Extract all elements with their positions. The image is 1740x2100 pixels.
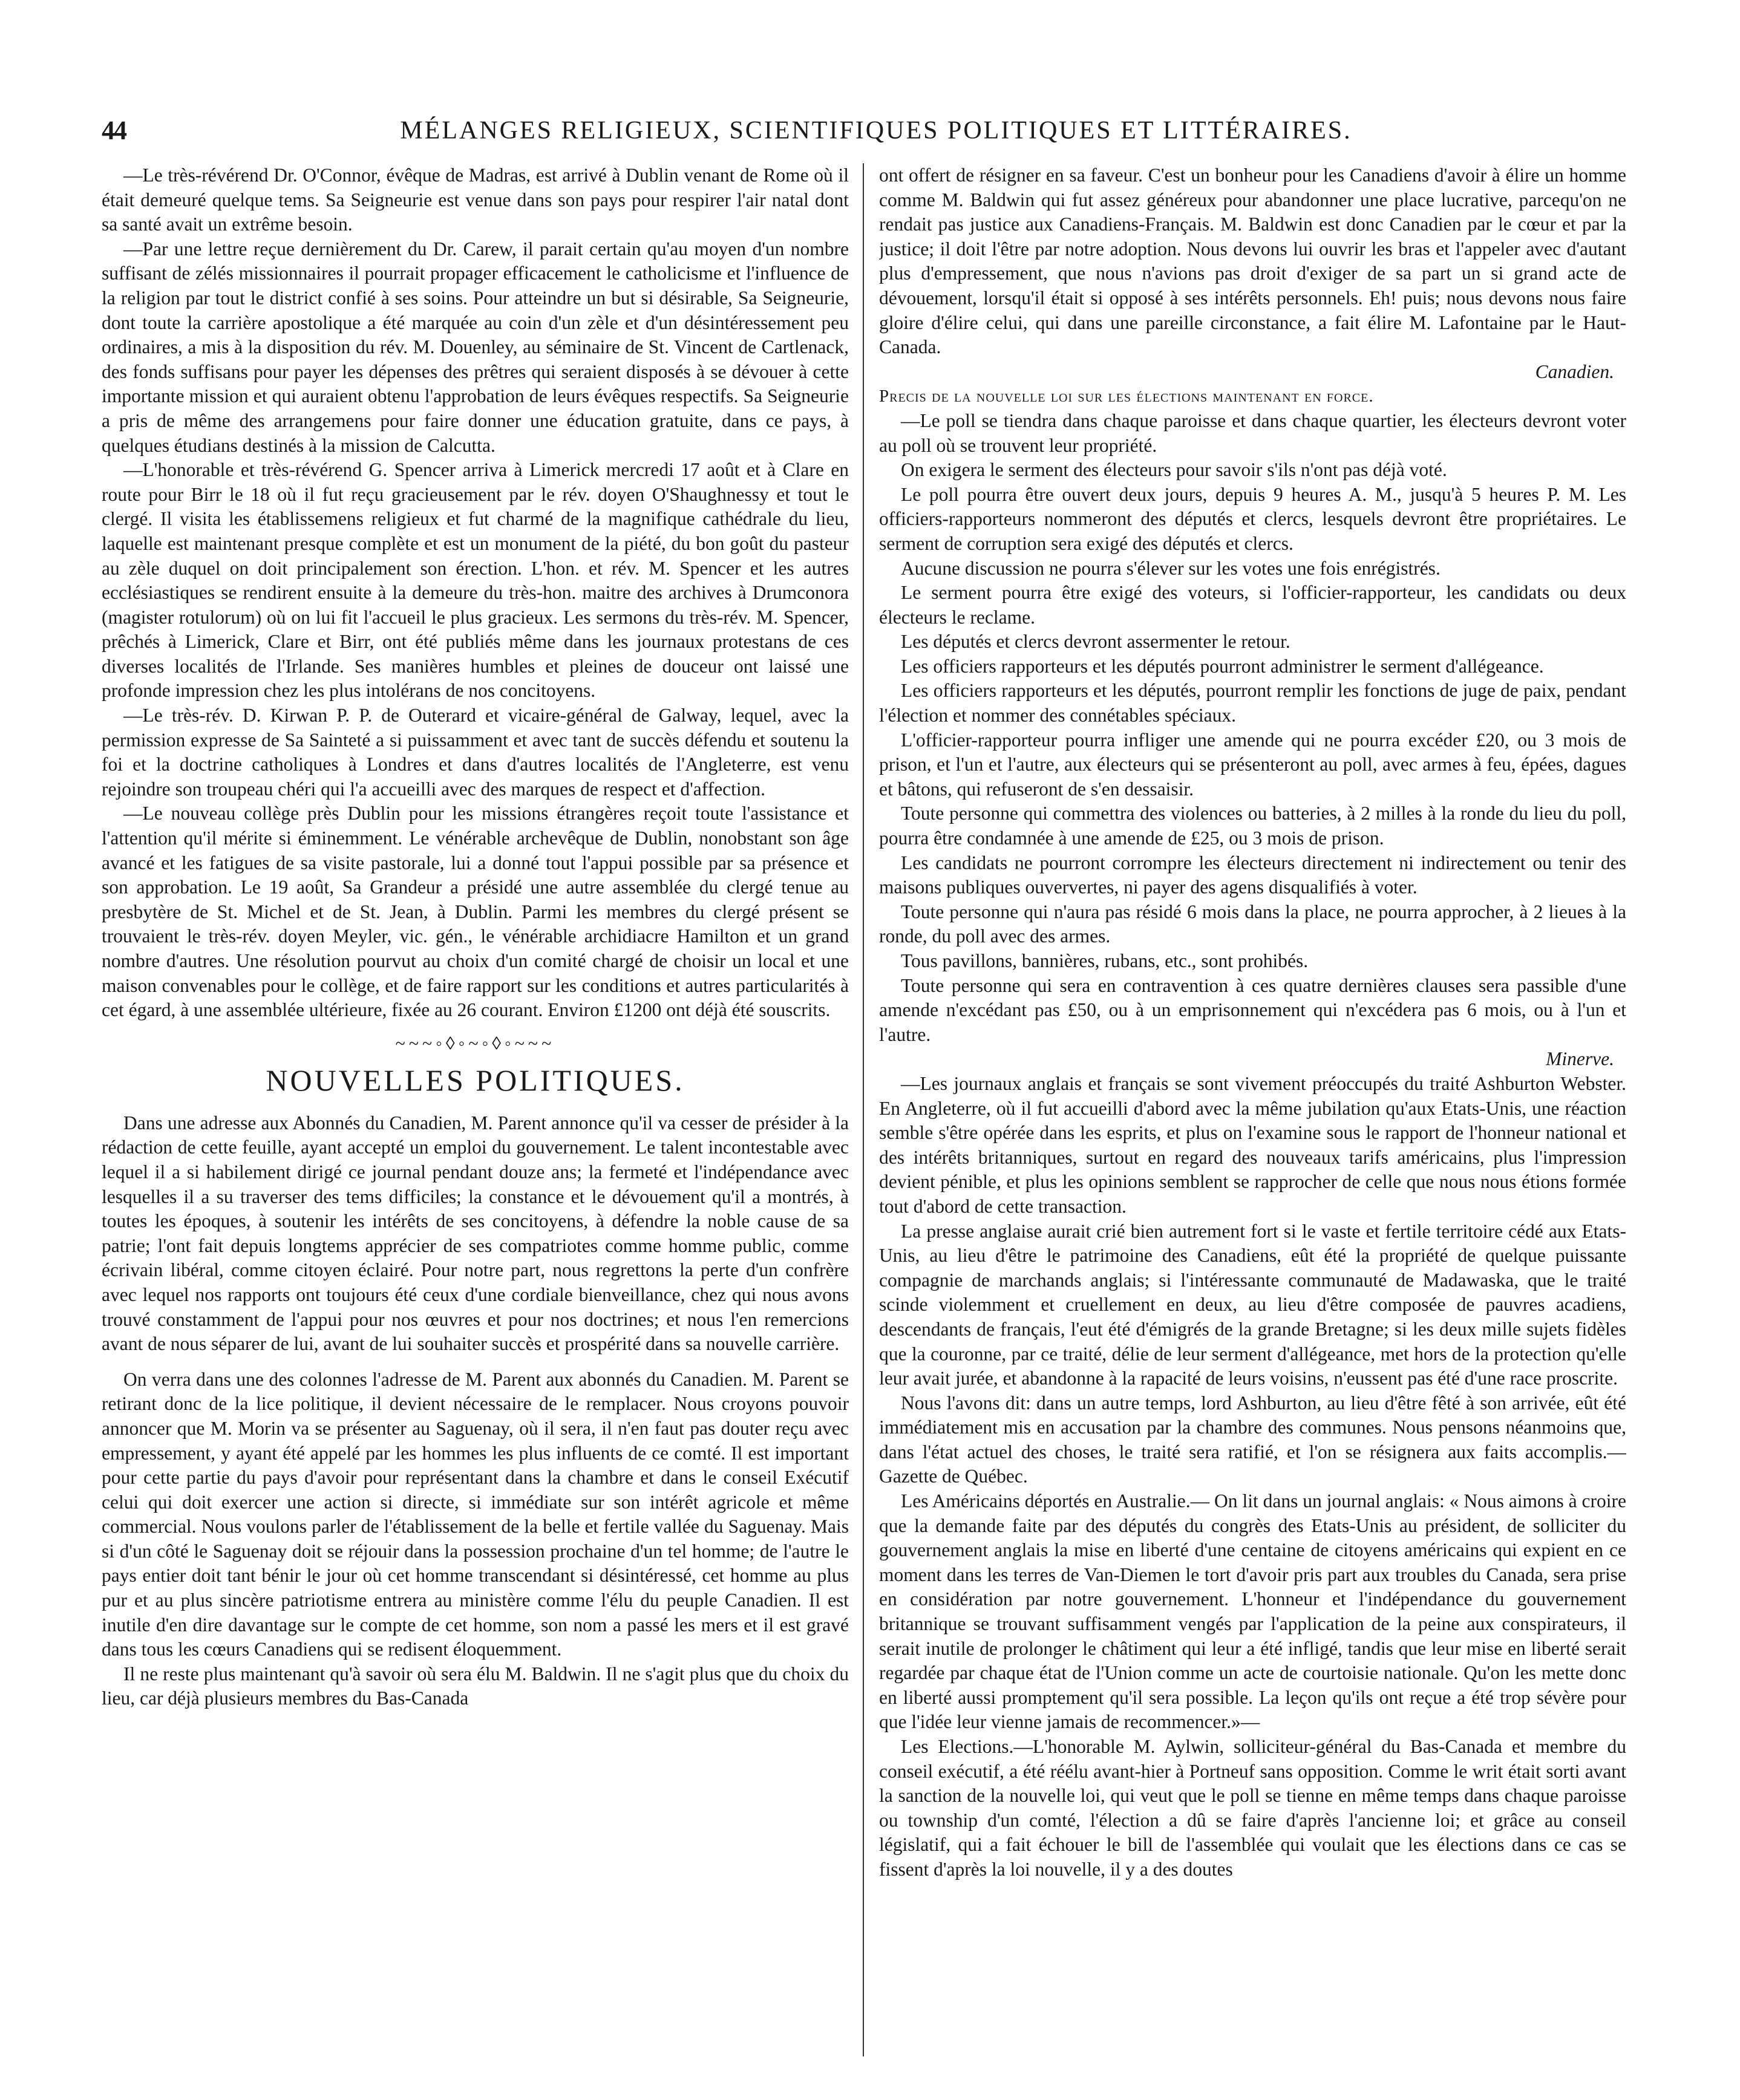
law-item: On exigera le serment des électeurs pour savoir s'ils n'ont pas déjà voté. bbox=[901, 459, 1447, 481]
article-paragraph: —Le nouveau collège près Dublin pour les missions étrangères reçoit toute l'assistance et l'attention qu'il mérite si éminemment. Le vénérable archevêque de Dublin, nonobstant son âge avancé et les fatigues de sa visite pastorale, lui a donné tout l'appui possible par sa présence et son approbation. Le 19 août, Sa Grandeur a présidé une autre assemblée du clergé tenue au presbytère de St. Michel et de St. Jean, à Dublin. Parmi les membres du clergé présent se trouvaient le très-rév. doyen Meyler, vic. gén., le vénérable archidiacre Hamilton et un grand nombre d'autres. Une résolution pourvut au choix d'un comité chargé de choisir un local et une maison convenables pour le collège, et de faire rapport sur les conditions et autres particularités à cet égard, à une assemblée ultérieure, fixée au 26 courant. Environ £1200 ont déjà été souscrits. bbox=[102, 803, 849, 1021]
article-paragraph: —Le très-révérend Dr. O'Connor, évêque de Madras, est arrivé à Dublin venant de Rome où il était demeuré quelque tems. Sa Seigneurie est venue dans son pays pour respirer l'air natal dont sa santé avait un extrême besoin. bbox=[102, 165, 849, 235]
article-paragraph: Il ne reste plus maintenant qu'à savoir où sera élu M. Baldwin. Il ne s'agit plus que du choix du lieu, car déjà plusieurs membres du Bas-Canada bbox=[102, 1663, 849, 1709]
paragraph-gap bbox=[102, 1357, 849, 1368]
law-item: Le poll pourra être ouvert deux jours, depuis 9 heures A. M., jusqu'à 5 heures P. M. Les officiers-rapporteurs nommeront des députés et clercs, lesquels devront être propriétaires. Le serment de corruption sera exigé des députés et clercs. bbox=[879, 483, 1626, 554]
law-item: Tous pavillons, bannières, rubans, etc., sont prohibés. bbox=[901, 950, 1309, 971]
law-item: Les officiers rapporteurs et les députés pourront administrer le serment d'allégeance. bbox=[901, 655, 1544, 677]
law-item: Toute personne qui sera en contravention à ces quatre dernières clauses sera passible d'une amende n'excédant pas £50, ou à un emprisonnement qui n'excédera pas 6 mois, ou à l'un et l'autre. bbox=[879, 974, 1626, 1045]
law-item: Les officiers rapporteurs et les députés, pourront remplir les fonctions de juge de paix, pendant l'élection et nommer des connétables spéciaux. bbox=[879, 680, 1626, 726]
law-item: Aucune discussion ne pourra s'élever sur les votes une fois enrégistrés. bbox=[901, 557, 1441, 579]
right-column bbox=[879, 163, 1626, 2069]
section-title: NOUVELLES POLITIQUES. bbox=[266, 1063, 685, 1097]
section-ornament: ~~~◦◊◦~◦◊◦~~~ bbox=[395, 1033, 555, 1054]
source-signature: Canadien. bbox=[1535, 360, 1614, 382]
article-paragraph: ont offert de résigner en sa faveur. C'est un bonheur pour les Canadiens d'avoir à élire un homme comme M. Baldwin qui fut assez généreux pour abandonner une place lucrative, parcequ'on ne rendait pas justice aux Canadiens-Français. M. Baldwin est donc Canadien par le cœur et par la justice; il doit l'être par notre adoption. Nous devons lui ouvrir les bras et l'appeler avec d'autant plus d'empressement, que nous n'avions pas droit d'exiger de sa part un si grand acte de dévouement, lorsqu'il était si opposé à ses intérêts personnels. Eh! puis; nous devons nous faire gloire d'élire celui, qui dans une pareille circonstance, a fait élire M. Lafontaine par le Haut-Canada. bbox=[879, 165, 1626, 358]
law-item: —Le poll se tiendra dans chaque paroisse et dans chaque quartier, les électeurs devront voter au poll où se trouvent leur propriété. bbox=[879, 409, 1626, 456]
law-item: Les députés et clercs devront assermenter le retour. bbox=[901, 631, 1290, 653]
newspaper-page bbox=[102, 103, 1650, 2075]
law-item: Toute personne qui commettra des violences ou batteries, à 2 milles à la ronde du lieu du poll, pourra être condamnée à une amende de £25, ou 3 mois de prison. bbox=[879, 803, 1626, 849]
law-item: L'officier-rapporteur pourra infliger une amende qui ne pourra excéder £20, ou 3 mois de prison, et l'un et l'autre, aux électeurs qui se présenteront au poll, avec armes à feu, épées, dagues et bâtons, qui refuseront de s'en dessaisir. bbox=[879, 729, 1626, 800]
law-item: Toute personne qui n'aura pas résidé 6 mois dans la place, ne pourra approcher, à 2 lieues à la ronde, du poll avec des armes. bbox=[879, 901, 1626, 947]
article-paragraph: La presse anglaise aurait crié bien autrement fort si le vaste et fertile territoire cédé aux Etats-Unis, au lieu d'être le patrimoine des Canadiens, eût été la propriété de quelque puissante compagnie de marchands anglais; si l'intéressante communauté de Madawaska, que le traité scinde violemment et cruellement en deux, au lieu d'être composée de pauvres acadiens, descendants de français, l'eut été d'émigrés de la grande Bretagne; si les deux mille sujets fidèles que la couronne, par ce traité, délie de leur serment d'allégeance, met hors de la protection qu'elle leur avait jurée, et abandonne à la rapacité de leurs voisins, n'eussent pas été d'une race proscrite. bbox=[879, 1220, 1626, 1389]
article-paragraph: Les Elections.—L'honorable M. Aylwin, solliciteur-général du Bas-Canada et membre du conseil exécutif, a été réélu avant-hier à Portneuf sans opposition. Comme le writ était sorti avant la sanction de la nouvelle loi, qui veut que le poll se tienne en même temps dans chaque paroisse ou township d'un comté, l'élection a dû se faire d'après l'ancienne loi; et grâce au conseil législatif, qui a fait échouer le bill de l'assemblée qui voulait que les élections dans ce cas se fissent d'après la loi nouvelle, il y a des doutes bbox=[879, 1736, 1626, 1880]
running-title: MÉLANGES RELIGIEUX, SCIENTIFIQUES POLITIQUES ET LITTÉRAIRES. bbox=[400, 117, 1352, 145]
article-paragraph: Dans une adresse aux Abonnés du Canadien, M. Parent annonce qu'il va cesser de présider à la rédaction de cette feuille, ayant accepté un emploi du gouvernement. Le talent incontestable avec lequel il a si habilement dirigé ce journal pendant douze ans; la fermeté et l'indépendance avec lesquelles il a su traverser des tems difficiles; la constance et le dévouement qu'il a montrés, à toutes les époques, à soutenir les intérêts de ses concitoyens, à défendre la noble cause de sa patrie; l'ont fait depuis longtems apprécier de ses compatriotes comme homme public, comme écrivain libéral, comme citoyen éclairé. Pour notre part, nous regrettons la perte d'un confrère avec lequel nos rapports ont toujours été ceux d'une cordiale bienveillance, chez qui nous avons trouvé constamment de l'appui pour nos œuvres et pour nos doctrines; et nous l'en remercions avant de nous séparer de lui, avant de lui souhaiter succès et prospérité dans sa nouvelle carrière. bbox=[102, 1112, 849, 1355]
page-number: 44 bbox=[102, 116, 126, 145]
article-paragraph: Nous l'avons dit: dans un autre temps, lord Ashburton, au lieu d'être fêté à son arrivée, eût été immédiatement mis en accusation par la chambre des communes. Nous pensons néanmoins que, dans l'état actuel des choses, le traité sera ratifié, et l'on se résignera aux faits accomplis.— Gazette de Québec. bbox=[879, 1392, 1626, 1487]
source-signature: Minerve. bbox=[1546, 1048, 1614, 1070]
article-paragraph: —Par une lettre reçue dernièrement du Dr. Carew, il parait certain qu'au moyen d'un nombre suffisant de zélés missionnaires il pourrait propager efficacement le catholicisme et l'influence de la religion par tout le district confié à ses soins. Pour atteindre un but si désirable, Sa Seigneurie, dont toute la carrière apostolique a été marquée au coin d'un zèle et d'un désintéressement peu ordinaires, a mis à la disposition du rév. M. Douenley, au séminaire de St. Vincent de Cartlenack, des fonds suffisans pour payer les dépenses des prêtres qui seraient disposés à se dévouer à cette importante mission et qui auraient obtenu l'approbation de leurs évêques respectifs. Sa Seigneurie a pris de même des arrangemens pour faire donner une éducation gratuite, dans ce pays, à quelques étudians destinés à la mission de Calcutta. bbox=[102, 238, 849, 456]
page-header bbox=[102, 103, 1650, 157]
law-heading: Precis de la nouvelle loi sur les élections maintenant en force. bbox=[879, 386, 1374, 406]
article-paragraph: On verra dans une des colonnes l'adresse de M. Parent aux abonnés du Canadien. M. Parent se retirant donc de la lice politique, il devient nécessaire de le remplacer. Nous croyons pouvoir annoncer que M. Morin va se présenter au Saguenay, où il sera, il n'en faut pas douter reçu avec empressement, y ayant été appelé par les hommes les plus influents de ce comté. Il est important pour cette partie du pays d'avoir pour représentant dans la chambre et dans le conseil Exécutif celui qui doit exercer une action si directe, si immédiate sur son intérêt agricole et même commercial. Nous voulons parler de l'établissement de la belle et fertile vallée du Saguenay. Mais si d'un côté le Saguenay doit se réjouir dans la possession prochaine d'un tel homme; de l'autre le pays entier doit tant bénir le jour où cet homme transcendant si désintéressé, cet homme au plus pur et au plus sincère patriotisme entrera au ministère comme l'élu du peuple Canadien. Il est inutile d'en dire davantage sur le compte de cet homme, son nom a passé les mers et il est gravé dans tous les cœurs Canadiens qui se redisent éloquemment. bbox=[102, 1368, 849, 1660]
law-item: Le serment pourra être exigé des voteurs, si l'officier-rapporteur, les candidats ou deux électeurs le reclame. bbox=[879, 582, 1626, 628]
left-column bbox=[102, 163, 849, 2069]
article-paragraph: —L'honorable et très-révérend G. Spencer arriva à Limerick mercredi 17 août et à Clare en route pour Birr le 18 où il fut reçu gracieusement par le rév. doyen O'Shaughnessy et tout le clergé. Il visita les établissemens religieux et fut charmé de la magnifique cathédrale du lieu, laquelle est maintenant presque complète et est un monument de la piété, du bon goût du pasteur au zèle duquel on doit principalement son érection. L'hon. et rév. M. Spencer et les autres ecclésiastiques se rendirent ensuite à la demeure du très-hon. maitre des archives à Drumconora (magister rotulorum) où on lui fit l'accueil le plus gracieux. Les sermons du très-rév. M. Spencer, prêchés à Limerick, Clare et Birr, ont été publiés même dans les journaux protestans de ces diverses localités de l'Irlande. Ses manières humbles et pleines de douceur ont laissé une profonde impression chez les plus intolérans de nos concitoyens. bbox=[102, 459, 849, 702]
column-rule bbox=[863, 163, 864, 2056]
law-item: Les candidats ne pourront corrompre les électeurs directement ni indirectement ou tenir des maisons publiques ouververtes, ni payer des agens disqualifiés à voter. bbox=[879, 852, 1626, 898]
article-paragraph: —Les journaux anglais et français se sont vivement préoccupés du traité Ashburton Webster. En Angleterre, où il fut accueilli d'abord avec la même jubilation qu'aux Etats-Unis, une réaction semble s'être opérée dans les esprits, et plus on l'examine sous le rapport de l'honneur national et des intérêts britanniques, surtout en regard des nouveaux tarifs américains, plus l'impression devient pénible, et plus les opinions semblent se rapprocher de celle que nous nous étions formée tout d'abord de cette transaction. bbox=[879, 1072, 1626, 1217]
article-paragraph: —Le très-rév. D. Kirwan P. P. de Outerard et vicaire-général de Galway, lequel, avec la permission expresse de Sa Sainteté a si puissamment et avec tant de succès défendu et soutenu la foi et la doctrine catholiques à Londres et dans d'autres localités de l'Angleterre, est venu rejoindre son troupeau chéri qui l'a accueilli avec des marques de respect et d'affection. bbox=[102, 705, 849, 800]
article-paragraph: Les Américains déportés en Australie.— On lit dans un journal anglais: « Nous aimons à croire que la demande faite par des députés du congrès des Etats-Unis au président, de solliciter du gouvernement anglais la mise en liberté d'une centaine de citoyens américains qui expient en ce moment dans les terres de Van-Diemen le tort d'avoir pris part aux troubles du Canada, sera prise en considération par notre gouvernement. L'honneur et l'indépendance du gouvernement britannique se trouvant suffisamment vengés par l'application de la peine aux conspirateurs, il serait inutile de prolonger le châtiment qui leur a été infligé, tandis que leur mise en liberté serait regardée par chaque état de l'Union comme un acte de courtoisie nationale. Qu'on les mette donc en liberté aussi promptement qu'il sera possible. La leçon qu'ils ont reçue a été trop sévère pour que l'idée leur vienne jamais de recommencer.»— bbox=[879, 1490, 1626, 1733]
